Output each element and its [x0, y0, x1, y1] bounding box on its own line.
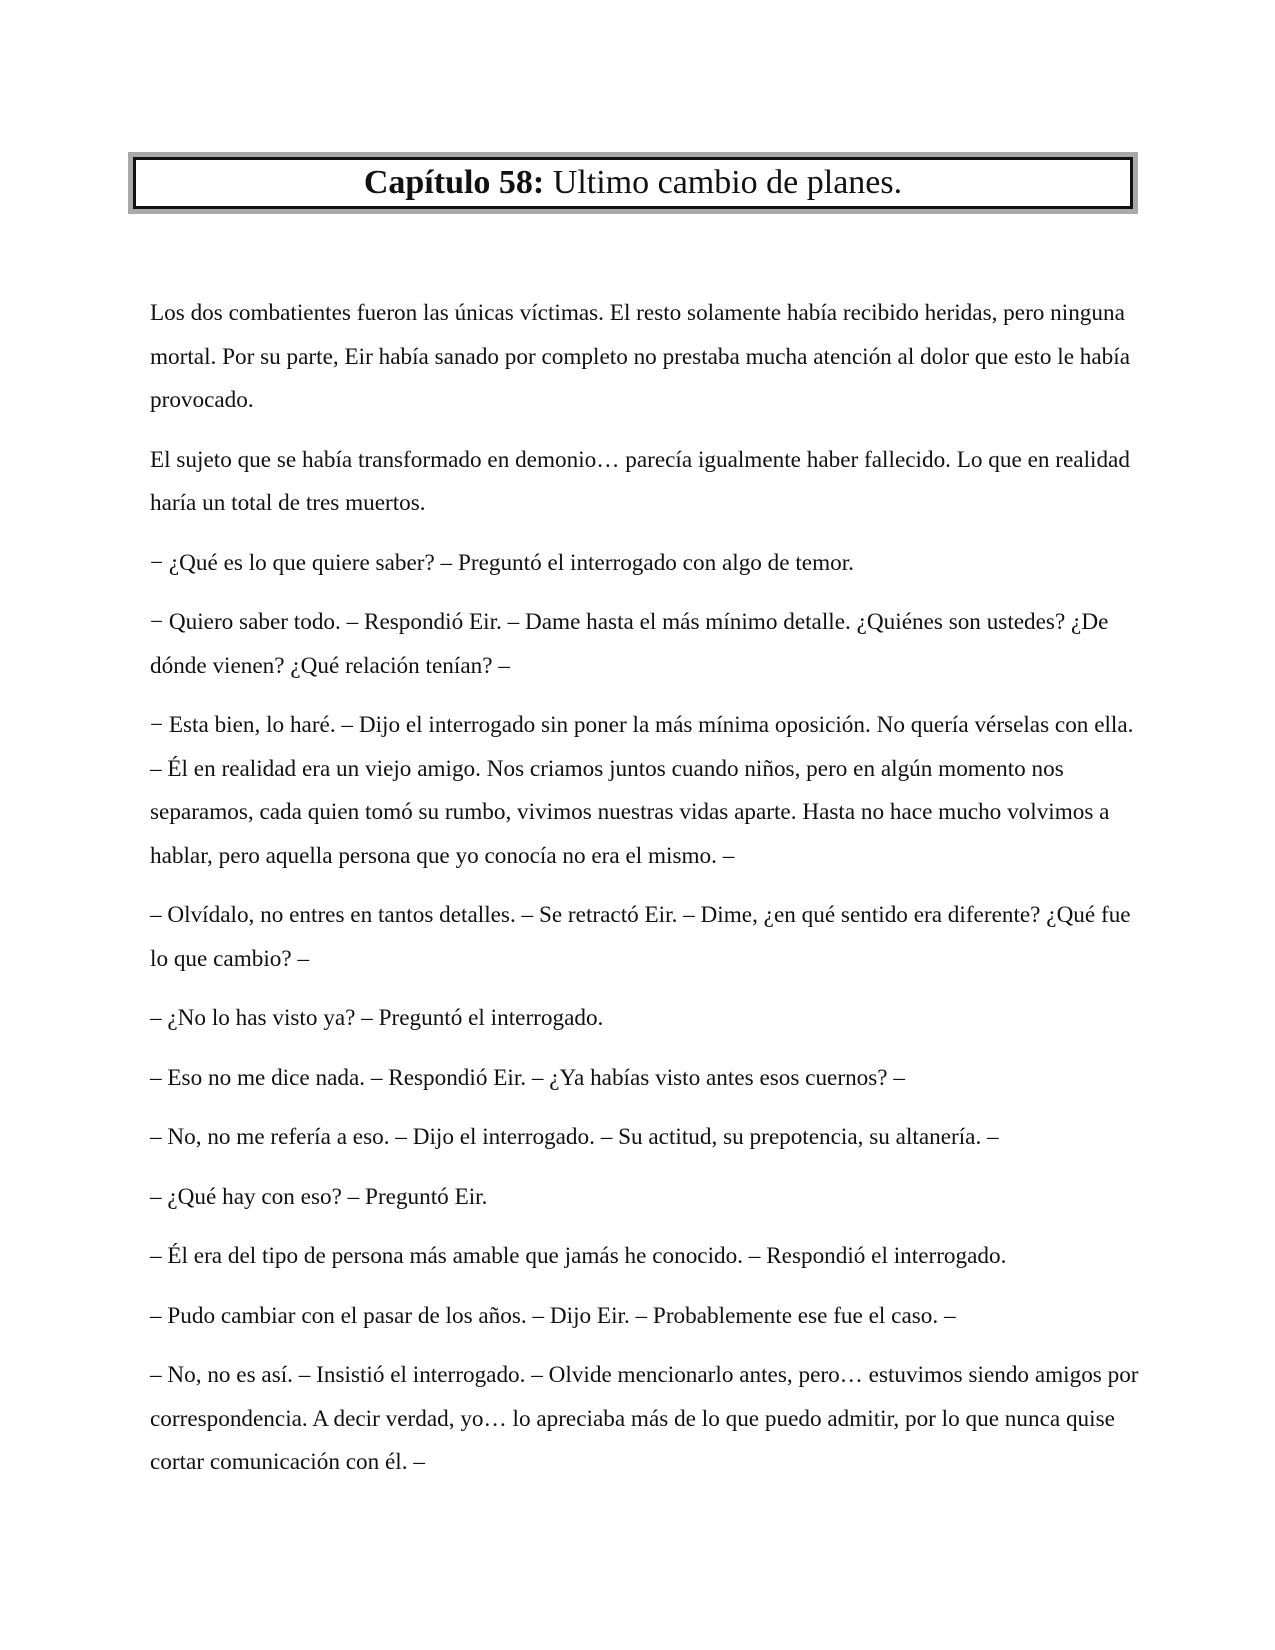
paragraph: – Él era del tipo de persona más amable que jamás he conocido. – Respondió el interrogado. — [150, 1243, 1007, 1269]
chapter-title — [364, 166, 902, 200]
paragraph: – Olvídalo, no entres en tantos detalles. – Se retractó Eir. – Dime, ¿en qué sentido era diferente? ¿Qué fue lo que cambio? – — [150, 902, 1131, 972]
paragraph: Los dos combatientes fueron las únicas víctimas. El resto solamente había recibido heridas, pero ninguna mortal. Por su parte, Eir había sanado por completo no prestaba mucha atención al dolor que esto le había provocado. — [150, 300, 1131, 413]
paragraph: – ¿No lo has visto ya? – Preguntó el interrogado. — [150, 1005, 604, 1031]
chapter-title-inner-border — [133, 157, 1133, 209]
paragraph: – Eso no me dice nada. – Respondió Eir. – ¿Ya habías visto antes esos cuernos? – — [150, 1064, 905, 1091]
paragraph: − Esta bien, lo haré. – Dijo el interrogado sin poner la más mínima oposición. No quería vérselas con ella. – Él en realidad era un viejo amigo. Nos criamos juntos cuando niños, pero en algún momento nos separamos, cada quien tomó su rumbo, vivimos nuestras vidas aparte. Hasta no hace mucho volvimos a hablar, pero aquella persona que yo conocía no era el mismo. – — [150, 712, 1134, 869]
paragraph: El sujeto que se había transformado en demonio… parecía igualmente haber fallecido. Lo que en realidad haría un total de tres muertos. — [150, 446, 1130, 516]
paragraph: – Pudo cambiar con el pasar de los años. – Dijo Eir. – Probablemente ese fue el caso. – — [150, 1302, 956, 1329]
paragraph: – No, no me refería a eso. – Dijo el interrogado. – Su actitud, su prepotencia, su altanería. – — [150, 1124, 999, 1150]
paragraph: – ¿Qué hay con eso? – Preguntó Eir. — [150, 1183, 488, 1210]
paragraph: – No, no es así. – Insistió el interrogado. – Olvide mencionarlo antes, pero… estuvimos siendo amigos por correspondencia. A decir verdad, yo… lo apreciaba más de lo que puedo admitir, por lo que nunca quise cortar comunicación con él. – — [150, 1362, 1139, 1475]
paragraph: − Quiero saber todo. – Respondió Eir. – Dame hasta el más mínimo detalle. ¿Quiénes son ustedes? ¿De dónde vienen? ¿Qué relación tenían? – — [150, 609, 1109, 679]
chapter-number-label: Capítulo 58: — [363, 164, 545, 201]
chapter-title-text: Ultimo cambio de planes. — [552, 164, 903, 201]
chapter-body — [150, 292, 1140, 1501]
paragraph: − ¿Qué es lo que quiere saber? – Preguntó el interrogado con algo de temor. — [150, 549, 854, 576]
chapter-title-box — [128, 152, 1138, 214]
